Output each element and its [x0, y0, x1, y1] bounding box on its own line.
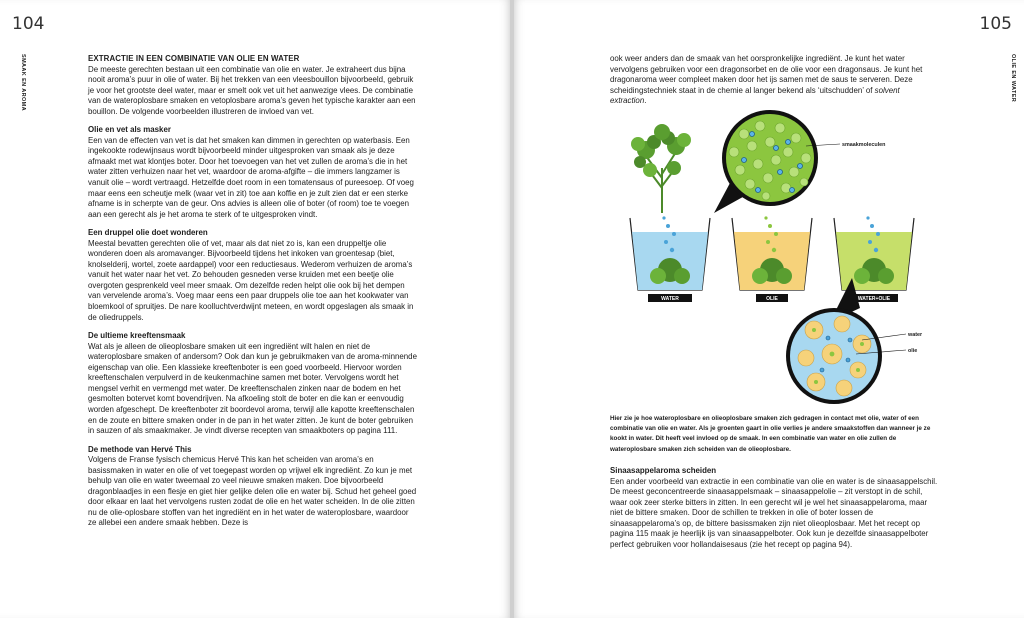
intro-paragraph: De meeste gerechten bestaan uit een combinatie van olie en water. Je extraheert dus bijna nooit aroma’s puur in olie of water. Bij het trekken van een vleesbouillon bijvoorbeeld, gebruik je voor het grootste deel water, maar er smelt ook vet uit het aanwezige vlees. De combinatie van de wateroplosbare smaken en vetoplosbare aroma’s geven het typische karakter aan een bouillon. De volgende voorbeelden illustreren de invloed van vet. [88, 64, 416, 116]
subheading-druppel-olie: Een druppel olie doet wonderen [88, 228, 208, 238]
label-water: water [908, 332, 923, 338]
paragraph-druppel-olie: Meestal bevatten gerechten olie of vet, maar als dat niet zo is, kan een druppeltje olie wonderen doen als aromavanger. Bijvoorbeeld tijdens het inkoken van groentesap (biet, knolselderij, wortel, zoete aardappel) voor een reductiesaus. Wederom verhuizen de aroma’s vanuit het water naar het vet. Zo behouden gesneden verse kruiden met een beetje olie overgoten gesprenkeld veel meer smaak. Om dezelfde reden helpt olie ook bij het dempen van vervelende aroma’s. Voeg maar eens een paar druppels olie toe aan het kookwater van bloemkool of spruitjes. De nare koolluchtverdwijnt meteen, en wordt opgeslagen als smaak in de oliedruppels. [88, 238, 414, 322]
magnifier-top [714, 110, 885, 213]
glass-label-oil: OLIE [766, 296, 778, 302]
italic-term: solvent extraction [610, 85, 900, 106]
section-title: EXTRACTIE IN EEN COMBINATIE VAN OLIE EN WATER [88, 54, 300, 63]
label-smaakmoleculen: smaakmoleculen [842, 142, 886, 148]
paragraph-sinaasappel: Een ander voorbeeld van extractie in een combinatie van olie en water is de sinaasappelschil. De meest geconcentreerde sinaasappelsmaak – sinaasappelolie – zit verstopt in de schil, waar ook zeer sterke bitters in zitten. In een gerecht wil je wel het sinaasappelaroma, maar niet de bittere smaken. Door de schillen te trekken in olie of boter lossen de sinaasappelaroma’s op, de bittere basissmaken zijn niet olieoplosbaar. Met het recept op pagina 115 maak je heerlijk ijs van sinaasappelboter. Ook kun je dezelfde sinaasappelboter perfect gebruiken voor hollandaisesaus (zie het recept op pagina 94). [610, 476, 938, 549]
glass-mix [834, 216, 914, 302]
magnifier-bottom [786, 278, 923, 404]
extraction-illustration [610, 108, 950, 408]
left-text-column [88, 54, 418, 529]
right-top-text [610, 54, 930, 107]
right-bottom-text [610, 466, 940, 550]
glass-label-water: WATER [661, 296, 679, 302]
subheading-olie-vet: Olie en vet als masker [88, 125, 171, 135]
paragraph-olie-vet: Een van de effecten van vet is dat het smaken kan dimmen in gerechten op waterbasis. Een ingekookte rodewijnsaus wordt bijvoorbeeld minder uitgesproken van smaak als je deze afmaakt met wat klontjes boter. Door het toevoegen van het vet zullen de aroma’s die in het water zitten verhuizen naar het vet, waardoor de aroma-afgifte – die immers langzamer is vanuit olie – wordt vertraagd. Hetzelfde doet room in een tomatensaus of pureesoep. Of voeg maar eens een scheutje melk (waar vet in zit) toe aan koffie en je zult zien dat er een sterke afname is in scherpte van de geur. Ons advies is alleen olie of boter (of room) toe te voegen aan een gerecht als je het aroma te sterk of te uitgesproken vindt. [88, 135, 414, 219]
figure-caption: Hier zie je hoe wateroplosbare en olieoplosbare smaken zich gedragen in contact met olie, water of een combinatie van olie en water. Als je groenten gaart in olie verlies je andere smaakstoffen dan wanneer je ze kookt in water. Dit heeft veel invloed op de smaak. In een combinatie van water en olie zullen de wateroplosbare smaken zich scheiden van de olieoplosbare. [610, 415, 931, 453]
page-number-left: 104 [12, 14, 45, 34]
left-page [0, 0, 510, 618]
page-number-right: 105 [979, 14, 1012, 34]
parsley-icon [631, 124, 691, 213]
continued-text: ook weer anders dan de smaak van het oorspronkelijke ingrediënt. Je kunt het water vervolgens gebruiken voor een dragonsorbet en de olie voor een dragonsaus. Je kunt het dragonaroma weer compleet maken door het ijs samen met de saus te serveren. Deze scheidingstechniek staat in de chemie al langer bekend als ‘uitschudden’ of [610, 54, 923, 95]
running-head-left: SMAAK EN AROMA [20, 54, 26, 112]
continued-paragraph [610, 54, 930, 107]
illustration-svg [610, 108, 950, 408]
glass-water [630, 216, 710, 302]
label-oil: olie [908, 348, 918, 354]
subheading-sinaasappel: Sinaasappelaroma scheiden [610, 466, 717, 475]
paragraph-kreeftensmaak: Wat als je alleen de olieoplosbare smaken uit een ingrediënt wilt halen en niet de wateroplosbare smaken of andersom? Ook dan kun je gebruikmaken van de aroma-minnende eigenschap van olie. Een klassieke kreeftenboter is een goed voorbeeld. Hiervoor worden kreeftenschalen verpulverd in de keukenmachine samen met boter. Vervolgens wordt het mengsel verhit en vermengd met water. De kreeftenschalen zinken naar de bodem en het gesmolten botervet komt bovendrijven. Na afkoeling stolt de boter en die kan er eenvoudig worden afgeschept. De kreeftenboter zit boordevol aroma, terwijl alle kapotte kreeftenschalen en de zoute en bittere smaken onder in de pan in het water zitten. Je kunt de boter gebruiken in sauzen of als smaakmaker. Je vindt diverse recepten van smaakboters op pagina 111. [88, 341, 417, 436]
glass-label-mix: WATER+OLIE [857, 296, 891, 302]
paragraph-herve-this: Volgens de Franse fysisch chemicus Hervé This kan het scheiden van aroma’s en basissmaken in water en olie of vet toegepast worden op vrijwel elk ingrediënt. Zo kun je met behulp van olie en water tweemaal zo veel nieuwe smaken maken. Doe bijvoorbeeld dragonblaadjes in een flesje en giet hier gelijke delen olie en water bij. Schud het geheel goed door elkaar en laat het vervolgens rusten zodat de olie en het water scheiden. In de olie zitten nu de olie-oplosbare stoffen van het ingrediënt en in het water de wateroplosbare, waardoor ze allebei een andere smaak hebben. Deze is [88, 455, 417, 528]
running-head-right: OLIE EN WATER [1010, 54, 1016, 103]
glass-oil [732, 216, 812, 302]
subheading-kreeftensmaak: De ultieme kreeftensmaak [88, 331, 186, 341]
right-page [514, 0, 1024, 618]
continued-text-end: . [644, 96, 647, 106]
subheading-herve-this: De methode van Hervé This [88, 444, 192, 454]
